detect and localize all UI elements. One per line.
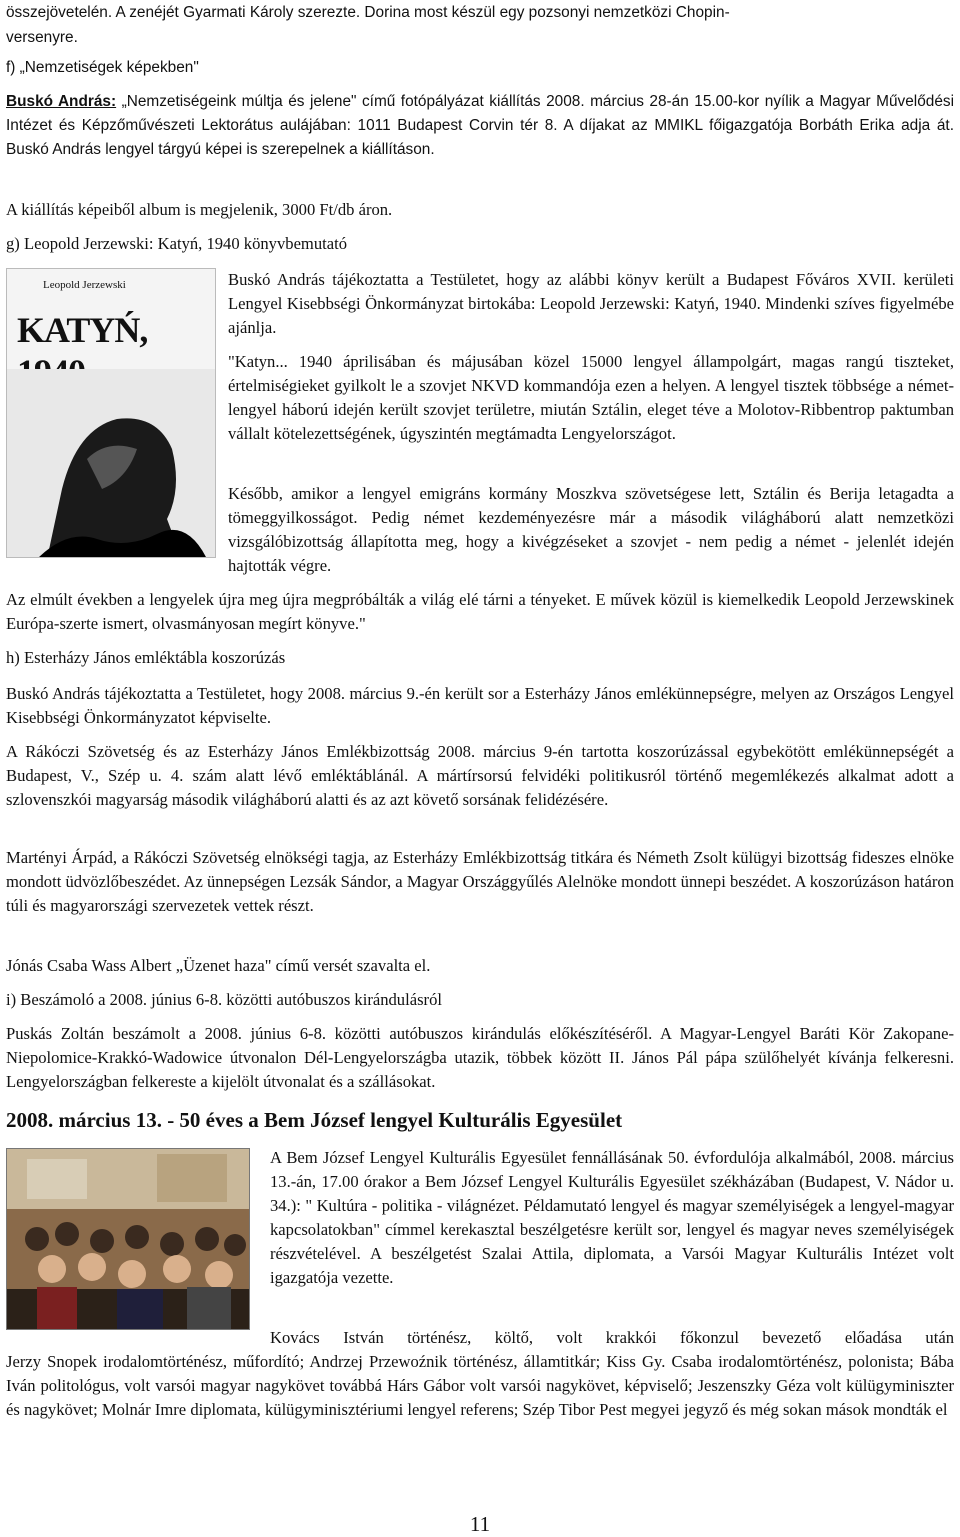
event-paragraph-1: A Bem József Lengyel Kulturális Egyesület fennállásának 50. évfordulója alkalmából, 2008. március 13.-án, 17.00 órakor a Bem József Lengyel Kulturális Egyesület székházában (Budapest, V. Nádor u. 34.): " Kultúra - politika - világnézet. Példamutató lengyel és magyar személyiségek a lengyel-magyar kapcsolatokban" címmel kerekasztal beszélgetésre került sor, lengyel és magyar neves személyiségek részvételével. A beszélgetést Szalai Attila, diplomata, a Varsói Magyar Kulturális Intézet volt igazgatója vezette. xyxy=(270,1148,954,1287)
section-g-paragraph-4: Az elmúlt években a lengyelek újra meg újra megpróbálták a világ elé tárni a tényeket. E művek közül is kiemelkedik Leopold Jerzewskinek Európa-szerte ismert, olvasmányosan megírt könyve." xyxy=(6,590,954,633)
section-f-album: A kiállítás képeiből album is megjelenik, 3000 Ft/db áron. xyxy=(6,200,393,219)
section-f-paragraph xyxy=(6,90,954,162)
section-g-paragraph-3: Később, amikor a lengyel emigráns kormány Moszkva szövetségese lett, Sztálin és Berija letagadta a tömeggyilkosságot. Pedig német kezdeményezésre már a második világháború alatt nemzetközi vizsgálóbizottság állapította meg, hogy a kivégzéseket a szovjet - nem pedig a német - jelenlét idején hajtották végre. xyxy=(228,484,954,575)
section-f-body: „Nemzetiségeink múltja és jelene" című fotópályázat kiállítás 2008. március 28-án 15.00-kor nyílik a Magyar Művelődési Intézet és Képzőművészeti Lektorátus aulájában: 1011 Budapest Corvin tér 8. A díjakat az MMIKL főigazgatója Borbáth Erika adja át. Buskó András lengyel tárgyú képei is szerepelnek a kiállításon. xyxy=(6,93,954,158)
event-paragraph-2-rest: Jerzy Snopek irodalomtörténész, műfordító; Andrzej Przewoźnik történész, államtitkár; Kiss Gy. Csaba irodalomtörténész, polonista; Bába Iván politológus, volt varsói magyar nagykövet továbbá Hárs Gábor volt varsói nagykövet, képviselő; Jeszenszky Géza volt külügyminiszter és nagykövet; Molnár Imre diplomata, külügyminisztériumi lengyel referens; Szép Tibor Pest megyei jegyző és még sokan mások mondták el xyxy=(6,1352,954,1419)
book-cover-title: KATYŃ, xyxy=(17,310,148,350)
section-g-paragraph-1: Buskó András tájékoztatta a Testületet, hogy az alábbi könyv került a Budapest Főváros XVII. kerületi Lengyel Kisebbségi Önkormányzat birtokába: Leopold Jerzewski: Katyń, 1940. Mindenki szíves figyelmébe ajánlja. xyxy=(228,270,954,337)
top-line-1: összejövetelén. A zenéjét Gyarmati Károly szerezte. Dorina most készül egy pozsonyi nemzetközi Chopin- xyxy=(6,4,730,21)
section-h-paragraph-1: Buskó András tájékoztatta a Testületet, hogy 2008. március 9.-én került sor a Esterházy János emlékünnepségre, melyen az Országos Lengyel Kisebbségi Önkormányzatot képviselte. xyxy=(6,684,954,727)
event-photo xyxy=(6,1148,250,1330)
top-line-2: versenyre. xyxy=(6,29,78,46)
event-title: 2008. március 13. - 50 éves a Bem József lengyel Kulturális Egyesület xyxy=(6,1108,623,1132)
top-paragraph xyxy=(6,0,954,50)
event-paragraph-2-start: Kovács István történész, költő, volt krakkói főkonzul bevezető előadása után xyxy=(270,1328,954,1347)
section-f-name: Buskó András: xyxy=(6,93,117,110)
page-number: 11 xyxy=(469,1512,491,1536)
event-audience-image xyxy=(7,1149,250,1330)
book-cover-photo xyxy=(7,369,216,558)
book-cover-author: Leopold Jerzewski xyxy=(43,279,126,291)
section-g-paragraph-2: "Katyn... 1940 áprilisában és májusában közel 15000 lengyel állampolgárt, magas rangú tiszteket, értelmiségieket gyilkolt le a szovjet NKVD kommandója ezen a helyen. A lengyel tisztek többsége a német-lengyel háború idején került szovjet területre, miután Sztálin, eleget téve a Molotov-Ribbentrop paktumban vállalt kötelezettségének, úgyszintén megtámadta Lengyelországot. xyxy=(228,352,954,443)
section-h-paragraph-3: Martényi Árpád, a Rákóczi Szövetség elnökségi tagja, az Esterházy Emlékbizottság titkára és Németh Zsolt külügyi bizottság fideszes elnöke mondott üdvözlőbeszédet. Az ünnepségen Lezsák Sándor, a Magyar Országgyűlés Alelnöke mondott ünnepi beszédet. A koszorúzáson határon túli és magyarországi szervezetek vettek részt. xyxy=(6,848,954,915)
section-i-heading: i) Beszámoló a 2008. június 6-8. közötti autóbuszos kirándulásról xyxy=(6,990,442,1009)
section-h-paragraph-2: A Rákóczi Szövetség és az Esterházy János Emlékbizottság 2008. március 9-én tartotta koszorúzással egybekötött emlékünnepségét a Budapest, V., Szép u. 4. szám alatt lévő emléktáblánál. A mártírsorsú felvidéki politikusról történő megemlékezés alkalmat adott a szlovenszkói magyarság második világháború alatti és az azt követő sorsának felidézésére. xyxy=(6,742,954,809)
book-cover-image xyxy=(6,268,216,558)
section-h-paragraph-4: Jónás Csaba Wass Albert „Üzenet haza" című versét szavalta el. xyxy=(6,956,431,975)
section-i-paragraph-1: Puskás Zoltán beszámolt a 2008. június 6-8. közötti autóbuszos kirándulás előkészítéséről. A Magyar-Lengyel Baráti Kör Zakopane-Niepolomice-Krakkó-Wadowice útvonalon Dél-Lengyelországba utazik, többek között II. János Pál pápa szülőhelyét kívánja felkeresni. Lengyelországban felkereste a kijelölt útvonalat és a szállásokat. xyxy=(6,1024,954,1091)
section-g-heading: g) Leopold Jerzewski: Katyń, 1940 könyvbemutató xyxy=(6,234,348,253)
section-h-heading: h) Esterházy János emléktábla koszorúzás xyxy=(6,648,286,667)
section-f-heading: f) „Nemzetiségek képekben" xyxy=(6,59,199,76)
